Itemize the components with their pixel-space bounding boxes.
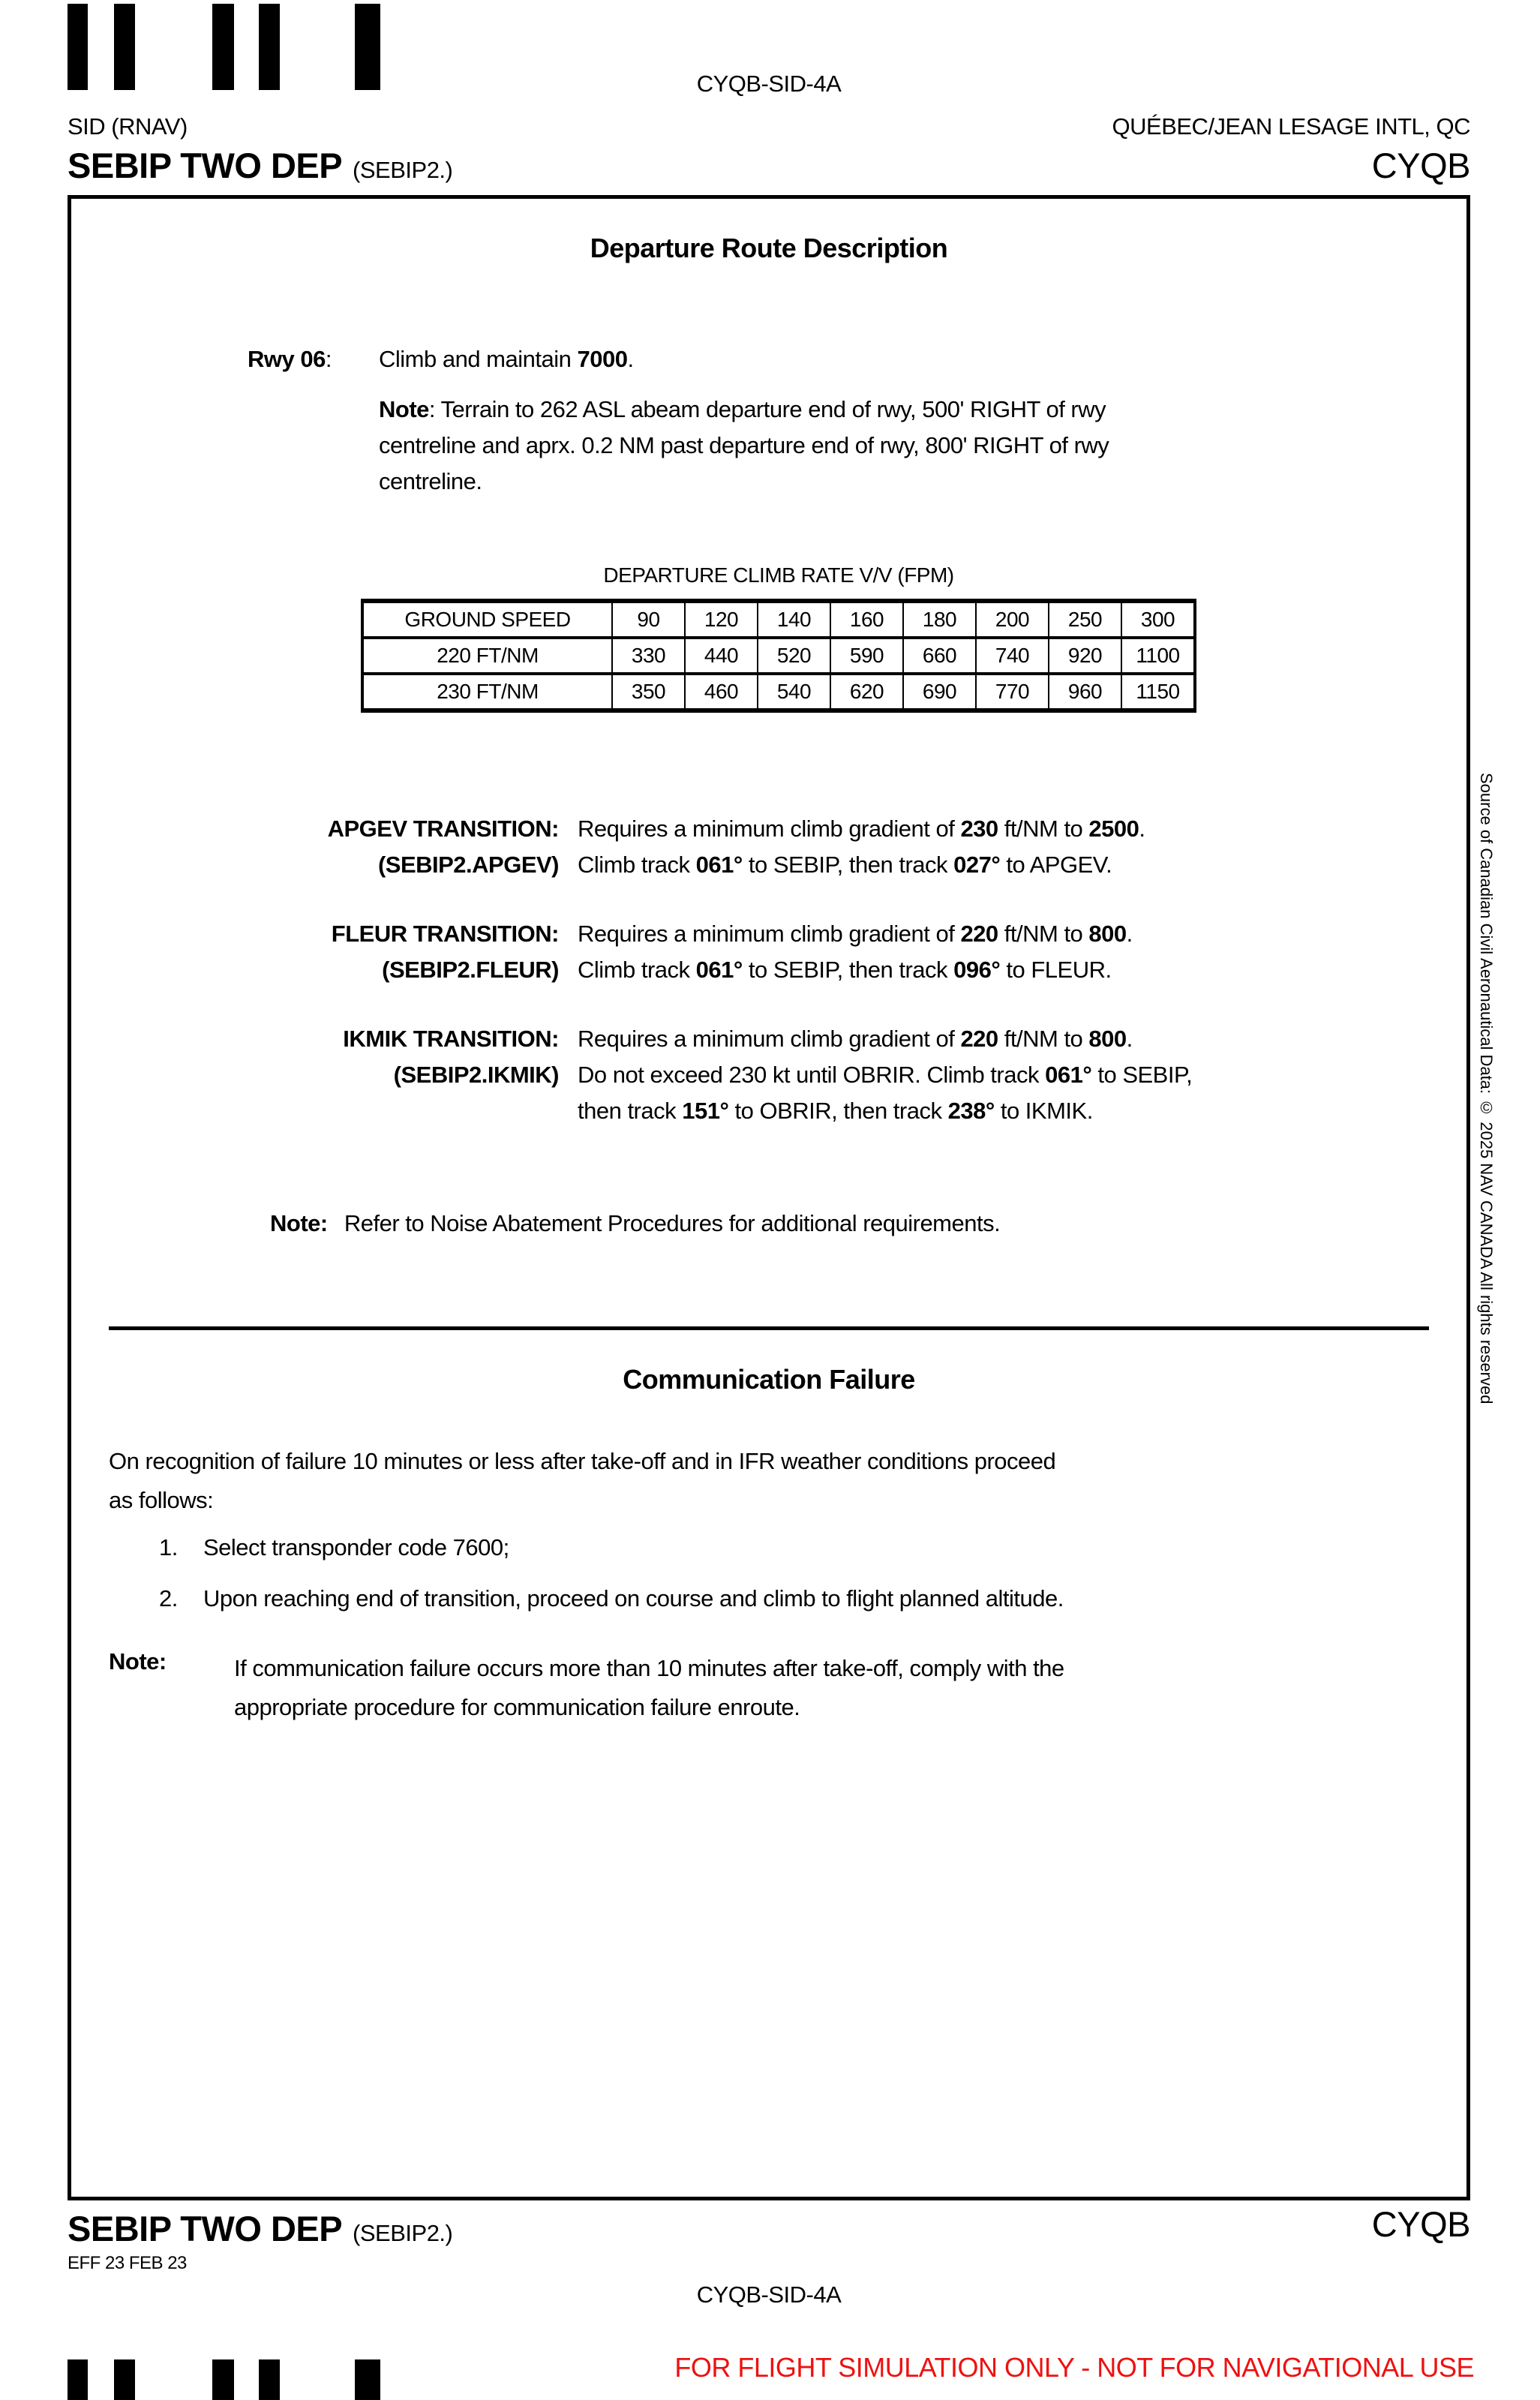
text-segment: to SEBIP, then track — [742, 852, 954, 878]
table-cell: 250 — [1049, 602, 1121, 638]
footer-procedure-code: (SEBIP2.) — [353, 2220, 453, 2246]
footer-icao-code: CYQB — [1371, 2204, 1470, 2244]
comm-intro-line: On recognition of failure 10 minutes or less after take-off and in IFR weather conditions proceed — [109, 1448, 1056, 1474]
text-segment: Do not exceed 230 kt until OBRIR. Climb track — [578, 1062, 1046, 1088]
comm-item-number: 1. — [159, 1534, 178, 1560]
transition-name-apgev — [68, 811, 559, 883]
transition-desc-ikmik — [578, 1021, 1192, 1129]
transition-desc-line — [578, 847, 1145, 883]
table-cell: 620 — [830, 674, 903, 710]
text-segment: to APGEV. — [1000, 852, 1112, 878]
text-segment: to IKMIK. — [994, 1098, 1093, 1124]
comm-note-label: Note: — [109, 1648, 167, 1675]
transition-desc-apgev — [578, 811, 1145, 883]
table-cell: 690 — [903, 674, 976, 710]
table-cell: GROUND SPEED — [363, 602, 612, 638]
terrain-note-line — [379, 392, 1109, 428]
text-segment: to OBRIR, then track — [728, 1098, 948, 1124]
text-segment: 027° — [953, 852, 1001, 878]
transition-desc-line — [578, 1021, 1192, 1057]
text-segment: . — [627, 346, 634, 372]
table-cell: 200 — [976, 602, 1049, 638]
transition-desc-line — [578, 1093, 1192, 1129]
text-segment: Requires a minimum climb gradient of — [578, 1026, 961, 1052]
climb-rate-table — [362, 600, 1195, 711]
transition-name-line: APGEV TRANSITION: — [327, 816, 559, 842]
noise-note-label: Note: — [270, 1210, 328, 1236]
noise-note-text: Refer to Noise Abatement Procedures for additional requirements. — [344, 1210, 1001, 1236]
text-segment: 061° — [695, 852, 743, 878]
text-segment: 061° — [695, 957, 743, 983]
transition-name-line: FLEUR TRANSITION: — [331, 921, 559, 947]
text-segment: . — [1139, 816, 1145, 842]
text-segment: 096° — [953, 957, 1001, 983]
transition-desc-line — [578, 811, 1145, 847]
table-cell: 1100 — [1121, 638, 1194, 674]
comm-note-line: If communication failure occurs more than 10 minutes after take-off, comply with the — [234, 1655, 1064, 1681]
footer-procedure-title: SEBIP TWO DEP — [68, 2209, 343, 2248]
table-cell: 180 — [903, 602, 976, 638]
comm-intro-line: as follows: — [109, 1487, 214, 1513]
table-cell: 140 — [758, 602, 830, 638]
text-segment: 238° — [947, 1098, 995, 1124]
comm-intro — [109, 1442, 1055, 1520]
table-row — [363, 638, 1194, 674]
transition-desc-line — [578, 952, 1133, 988]
text-segment: 151° — [682, 1098, 729, 1124]
airport-name: QUÉBEC/JEAN LESAGE INTL, QC — [1112, 113, 1470, 140]
comm-item-2 — [159, 1586, 1064, 1612]
text-segment: 220 — [960, 921, 998, 947]
table-cell: 350 — [612, 674, 685, 710]
table-cell: 920 — [1049, 638, 1121, 674]
table-cell: 120 — [685, 602, 758, 638]
doc-code-bottom: CYQB-SID-4A — [696, 2281, 842, 2308]
icao-code: CYQB — [1371, 146, 1470, 185]
section-title-comm-failure: Communication Failure — [623, 1364, 915, 1395]
comm-item-text: Select transponder code 7600; — [203, 1534, 509, 1560]
chart-type-label: SID (RNAV) — [68, 113, 188, 140]
table-cell: 330 — [612, 638, 685, 674]
transition-name-line: (SEBIP2.APGEV) — [377, 852, 559, 878]
text-segment: : — [325, 346, 332, 372]
registration-bar — [68, 2359, 88, 2400]
text-segment: 220 — [960, 1026, 998, 1052]
text-segment: 800 — [1088, 1026, 1127, 1052]
simulation-disclaimer: FOR FLIGHT SIMULATION ONLY - NOT FOR NAVIGATIONAL USE — [674, 2352, 1474, 2383]
rwy-instruction — [379, 347, 634, 372]
comm-item-text: Upon reaching end of transition, proceed on course and climb to flight planned altitude. — [203, 1585, 1064, 1612]
table-cell: 1150 — [1121, 674, 1194, 710]
comm-note — [234, 1649, 1064, 1727]
text-segment: 061° — [1045, 1062, 1092, 1088]
registration-bar — [355, 2359, 380, 2400]
copyright-side-note: Source of Canadian Civil Aeronautical Data: © 2025 NAV CANADA All rights reserved — [1477, 773, 1496, 1404]
text-segment: Climb and maintain — [379, 346, 578, 372]
table-cell: 590 — [830, 638, 903, 674]
terrain-note-line — [379, 464, 1109, 500]
table-cell: 90 — [612, 602, 685, 638]
table-cell: 520 — [758, 638, 830, 674]
climb-table-title: DEPARTURE CLIMB RATE V/V (FPM) — [603, 563, 954, 587]
text-segment: Note — [379, 396, 429, 422]
text-segment: . — [1126, 921, 1133, 947]
text-segment: ft/NM to — [998, 921, 1089, 947]
noise-note — [270, 1211, 1000, 1236]
table-cell: 460 — [685, 674, 758, 710]
table-cell: 230 FT/NM — [363, 674, 612, 710]
comm-item-number: 2. — [159, 1585, 178, 1612]
text-segment: 2500 — [1088, 816, 1139, 842]
text-segment: then track — [578, 1098, 683, 1124]
table-cell: 540 — [758, 674, 830, 710]
text-segment: Climb track — [578, 957, 696, 983]
section-divider — [109, 1326, 1429, 1330]
terrain-note-line — [379, 428, 1109, 464]
table-cell: 660 — [903, 638, 976, 674]
text-segment: ft/NM to — [998, 1026, 1089, 1052]
effective-date: EFF 23 FEB 23 — [68, 2253, 187, 2273]
transition-name-line: IKMIK TRANSITION: — [343, 1026, 559, 1052]
text-segment: to FLEUR. — [1000, 957, 1112, 983]
transition-desc-line — [578, 1057, 1192, 1093]
registration-bar — [114, 2359, 135, 2400]
table-cell: 300 — [1121, 602, 1194, 638]
table-cell: 960 — [1049, 674, 1121, 710]
text-segment: ft/NM to — [998, 816, 1089, 842]
text-segment: centreline. — [379, 468, 482, 494]
text-segment: : Terrain to 262 ASL abeam departure end of rwy, 500' RIGHT of rwy — [428, 396, 1106, 422]
comm-item-1 — [159, 1535, 509, 1560]
text-segment: 800 — [1088, 921, 1127, 947]
procedure-title: SEBIP TWO DEP — [68, 146, 343, 185]
text-segment: 230 — [960, 816, 998, 842]
table-cell: 770 — [976, 674, 1049, 710]
procedure-title-block — [68, 147, 452, 185]
text-segment: . — [1126, 1026, 1133, 1052]
table-row — [363, 674, 1194, 710]
registration-bar — [212, 2359, 234, 2400]
table-cell: 740 — [976, 638, 1049, 674]
procedure-code: (SEBIP2.) — [353, 157, 453, 183]
transition-name-line: (SEBIP2.IKMIK) — [393, 1062, 559, 1088]
text-segment: Requires a minimum climb gradient of — [578, 816, 961, 842]
table-cell: 440 — [685, 638, 758, 674]
transition-name-ikmik — [68, 1021, 559, 1093]
text-segment: Climb track — [578, 852, 696, 878]
transition-desc-line — [578, 916, 1133, 952]
text-segment: to SEBIP, then track — [742, 957, 954, 983]
transition-desc-fleur — [578, 916, 1133, 988]
footer-title-block — [68, 2210, 452, 2248]
text-segment: Rwy 06 — [248, 346, 326, 372]
transition-name-line: (SEBIP2.FLEUR) — [382, 957, 559, 983]
section-title-departure-route: Departure Route Description — [590, 233, 948, 263]
terrain-note — [379, 392, 1109, 500]
rwy-label — [248, 347, 332, 372]
text-segment: Requires a minimum climb gradient of — [578, 921, 961, 947]
table-row — [363, 602, 1194, 638]
table-cell: 160 — [830, 602, 903, 638]
comm-note-line: appropriate procedure for communication failure enroute. — [234, 1694, 800, 1720]
registration-bar — [259, 2359, 280, 2400]
doc-code-top: CYQB-SID-4A — [696, 71, 842, 97]
text-segment: centreline and aprx. 0.2 NM past departure end of rwy, 800' RIGHT of rwy — [379, 432, 1109, 458]
text-segment: to SEBIP, — [1091, 1062, 1193, 1088]
table-cell: 220 FT/NM — [363, 638, 612, 674]
transition-name-fleur — [68, 916, 559, 988]
text-segment: 7000 — [577, 346, 628, 372]
